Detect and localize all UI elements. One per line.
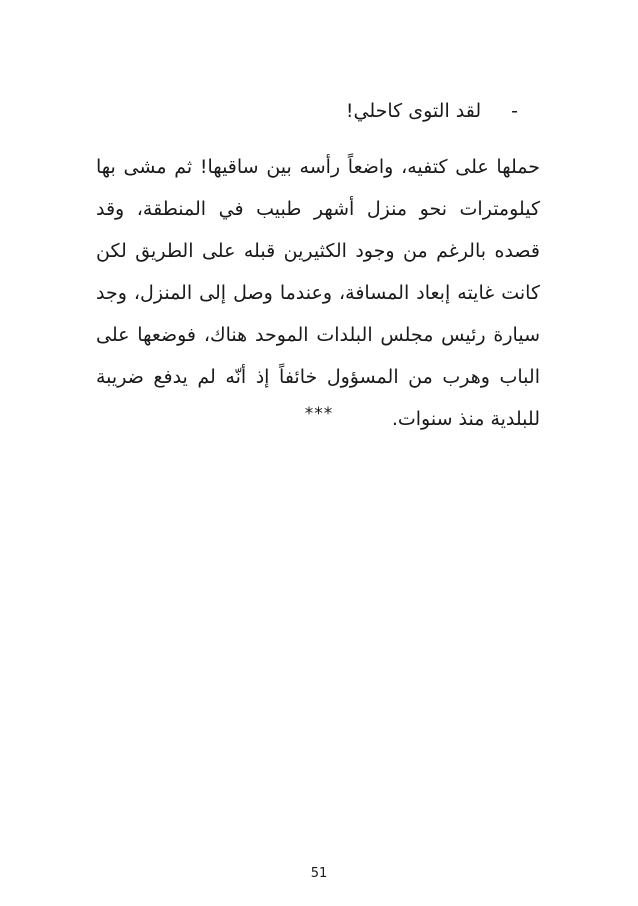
body-paragraph: حملها على كتفيه، واضعاً رأسه بين ساقيها! ثم مشى بها كيلومترات نحو منزل أشهر طبيب في المنطقة، وقد قصده بالرغم من وجود الكثيرين قبله على الطريق لكن كانت غايته إبعاد المسافة، وعندما وصل إلى المنزل، وجد سيارة رئيس مجلس البلدات الموحد هناك، فوضعها على الباب وهرب من المسؤول خائفاً إذ أنّه لم يدفع ضريبة للبلدية منذ سنوات. [96, 156, 540, 430]
page-number: 51 [310, 866, 328, 881]
dialogue-dash: - [511, 100, 518, 122]
dialogue-line [346, 96, 518, 126]
section-separator: *** [304, 404, 334, 424]
dialogue-text: لقد التوى كاحلي! [345, 100, 482, 122]
